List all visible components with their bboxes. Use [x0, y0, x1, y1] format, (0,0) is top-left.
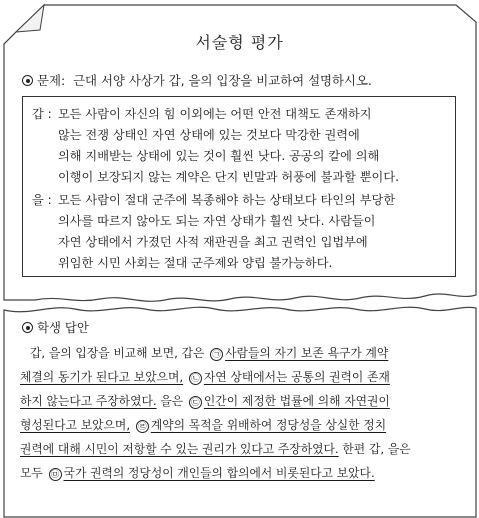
underlined-claim: 인간이 제정한 법률에 의해 자연권이 — [203, 394, 390, 408]
marker-giyeok: ㉠ — [210, 348, 223, 361]
answer-text: 한편 갑, 을은 — [338, 442, 411, 456]
underlined-claim: 체결의 동기가 된다고 보았으며, — [20, 370, 184, 384]
underlined-claim: 계약의 목적을 위배하여 정당성을 상실한 정치 — [150, 418, 387, 432]
answer-heading-text: 학생 답안 — [37, 320, 89, 335]
passage-line: 자연 상태에서 가졌던 사적 재판권을 최고 권력인 입법부에 — [58, 235, 368, 249]
answer-line — [30, 342, 388, 366]
passage-line: 모든 사람이 절대 군주에 복종해야 하는 상태보다 타인의 부당한 — [58, 193, 396, 207]
answer-text: 을은 — [156, 394, 184, 408]
passage-label: 갑 : — [32, 107, 52, 121]
answer-line — [20, 414, 386, 438]
answer-heading — [22, 318, 89, 336]
question-label: 문제: — [37, 73, 66, 88]
passage-line: 의사를 따르지 않아도 되는 자연 상태가 훨씬 낫다. 사람들이 — [58, 214, 376, 228]
underlined-claim: 권력에 대해 시민이 저항할 수 있는 권리가 있다고 주장하였다. — [20, 442, 339, 456]
passage-label: 을 : — [32, 193, 52, 207]
marker-mieum: ㉤ — [49, 468, 62, 481]
passage-line: 이행이 보장되지 않는 계약은 단지 빈말과 허풍에 불과할 뿐이다. — [58, 170, 399, 184]
marker-nieun: ㉡ — [189, 372, 202, 385]
answer-text: 모두 — [20, 466, 43, 480]
answer-line — [20, 366, 390, 390]
passage-line: 않는 전쟁 상태인 자연 상태에 있는 것보다 막강한 권력에 — [58, 128, 360, 142]
passage-line: 모든 사람이 자신의 힘 이외에는 어떤 안전 대책도 존재하지 — [58, 107, 372, 121]
circle-bullet-icon — [22, 75, 33, 86]
marker-rieul: ㉣ — [136, 420, 149, 433]
answer-line — [20, 390, 390, 414]
question-text: 근대 서양 사상가 갑, 을의 입장을 비교하여 설명하시오. — [73, 73, 372, 88]
underlined-claim: 사람들의 자기 보존 욕구가 계약 — [225, 346, 389, 360]
question-line — [22, 71, 372, 89]
answer-text: 갑, 을의 입장을 비교해 보면, 갑은 — [30, 346, 205, 360]
worksheet-title: 서술형 평가 — [195, 33, 284, 52]
circle-bullet-icon — [22, 322, 33, 333]
passage-line: 의해 지배받는 상태에 있는 것이 훨씬 낫다. 공공의 칼에 의해 — [58, 149, 380, 163]
passage-line: 위임한 시민 사회는 절대 군주제와 양립 불가능하다. — [58, 256, 333, 270]
marker-digeut: ㉢ — [189, 396, 202, 409]
underlined-claim: 형성된다고 보았으며, — [20, 418, 131, 432]
underlined-claim: 국가 권력의 정당성이 개인들의 합의에서 비롯된다고 보았다. — [63, 466, 375, 480]
answer-line — [20, 462, 375, 486]
underlined-claim: 하지 않는다고 주장하였다. — [20, 394, 157, 408]
answer-line — [20, 438, 411, 462]
underlined-claim: 자연 상태에서는 공통의 권력이 존재 — [203, 370, 390, 384]
